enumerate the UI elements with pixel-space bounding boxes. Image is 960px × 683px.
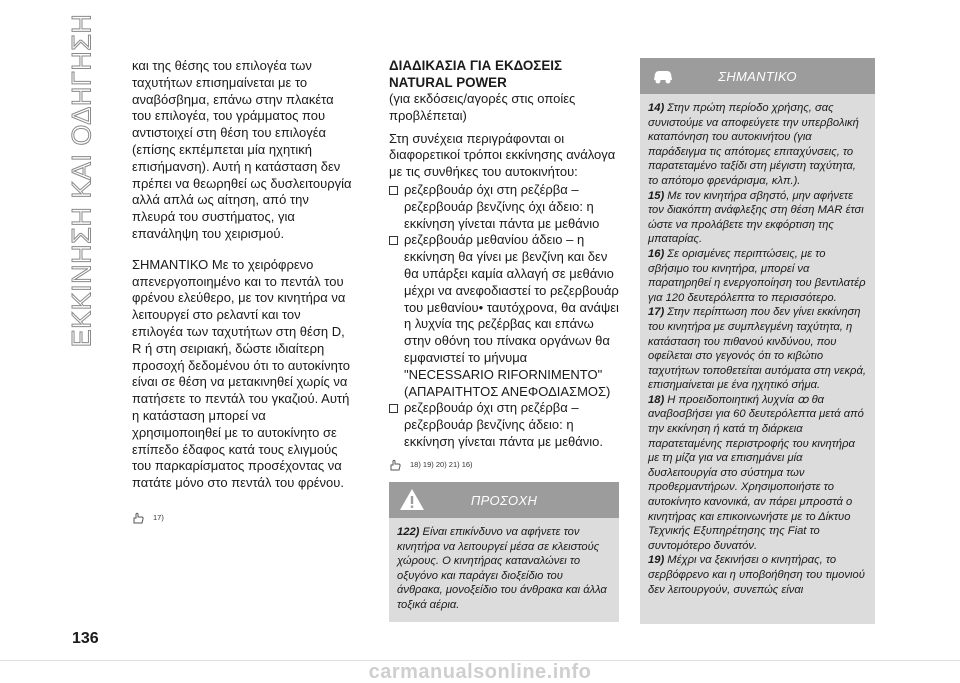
important-box-title: ΣΗΜΑΝΤΙΚΟ <box>718 68 797 84</box>
important-note: 17) Στην περίπτωση που δεν γίνει εκκίνηση του κινητήρα με συμπλεγμένη ταχύτητα, η κατάσταση του πιθανού κινδύνου, που οφείλεται στο γεγονός ότι το κιβώτιο ταχυτήτων τοποθετείται αυτόματα στη νεκρά, επισημαίνεται με ένα ηχητικό σήμα. <box>648 306 866 392</box>
paragraph-selector-position: και της θέσης του επιλογέα των ταχυτήτων επισημαίνεται με το αναβόσβημα, επάνω στην πλακέτα του επιλογέα, του γράμματος που αντιστοιχεί στη θέση του επιλογέα (επίσης εκπέμπεται μία ηχητική επισήμανση). Αυτή η κατάσταση δεν πρέπει να θεωρηθεί ως δυσλειτουργία αλλά απλά ως αίτηση, από την πλευρά του συστήματος, για επανάληψη του χειρισμού. <box>132 58 352 241</box>
car-icon <box>650 63 676 89</box>
warning-note: 122) Είναι επικίνδυνο να αφήνετε τον κινητήρα να λειτουργεί μέσα σε κλειστούς χώρους. Ο κινητήρας καταναλώνει το οξυγόνο και παράγει διοξείδιο του άνθρακα, μονοξείδιο του άνθρακα και άλλα τοξικά αέρια. <box>397 526 607 611</box>
reference-numbers: 18) 19) 20) 21) 16) <box>410 460 473 470</box>
warning-box-body <box>389 518 619 619</box>
section-side-title-text: ΕΚΚΙΝΗΣΗ ΚΑΙ ΟΔΗΓΗΣΗ <box>66 13 97 347</box>
important-note: 19) Μέχρι να ξεκινήσει ο κινητήρας, το σερβόφρενο και η υποβοήθηση του τιμονιού δεν λειτουργούν, συνεπώς είναι <box>648 554 865 596</box>
column-left <box>132 58 354 524</box>
intro-paragraph: Στη συνέχεια περιγράφονται οι διαφορετικοί τρόποι εκκίνησης ανάλογα με τις συνθήκες του αυτοκινήτου: <box>389 130 616 180</box>
reference-note <box>132 512 354 524</box>
important-note: 15) Με τον κινητήρα σβηστό, μην αφήνετε τον διακόπτη ανάφλεξης στη θέση MAR έτσι ώστε να προλάβετε την εκφόρτιση της μπαταρίας. <box>648 189 864 246</box>
important-note: 14) Στην πρώτη περίοδο χρήσης, σας συνιστούμε να αποφεύγετε την υπερβολική καταπόνηση του αυτοκινήτου (για παράδειγμα τις απότομες επιταχύνσεις, το παρατεταμένο ταξίδι στη μέγιστη ταχύτητα, το απότομο φρενάρισμα, κλπ.). <box>648 102 859 187</box>
warning-box <box>389 482 619 622</box>
reference-numbers: 17) <box>153 513 164 523</box>
warning-box-header <box>389 482 619 518</box>
square-bullet-icon <box>389 404 398 413</box>
important-box-body <box>640 94 875 603</box>
section-side-title <box>52 13 112 347</box>
important-note: 16) Σε ορισμένες περιπτώσεις, με το σβήσιμο του κινητήρα, μπορεί να παρατηρηθεί η ενεργοποίηση του βεντιλατέρ για 120 δευτερόλεπτα το περισσότερο. <box>648 247 866 304</box>
square-bullet-icon <box>389 186 398 195</box>
paragraph-important-handbrake: ΣΗΜΑΝΤΙΚΟ Με το χειρόφρενο απενεργοποιημένο και το πεντάλ του φρένου ελεύθερο, με τον κινητήρα να λειτουργεί στο ρελαντί και τον επιλογέα των ταχυτήτων στη θέση D, R ή στη σειριακή, δώστε ιδιαίτερη προσοχή δεδομένου ότι το αυτοκίνητο είναι σε θέση να μετακινηθεί χωρίς να πατήσετε το πεντάλ του γκαζιού. Αυτή η κατάσταση μπορεί να χρησιμοποιηθεί με το αυτοκίνητο σε επίπεδο έδαφος κατά τους ελιγμούς του παρκαρίσματος προσέχοντας να πατάτε μόνο στο πεντάλ του φρένου. <box>132 256 350 491</box>
warning-box-title: ΠΡΟΣΟΧΗ <box>470 492 538 508</box>
hand-pointer-icon <box>132 512 145 524</box>
list-item: ρεζερβουάρ όχι στη ρεζέρβα – ρεζερβουάρ βενζίνης άδειο: η εκκίνηση γίνεται πάντα με μεθάνιο. <box>389 400 619 450</box>
square-bullet-icon <box>389 236 398 245</box>
section-heading-natural-power: ΔΙΑΔΙΚΑΣΙΑ ΓΙΑ ΕΚΔΟΣΕΙΣ NATURAL POWER <box>389 58 563 90</box>
list-item: ρεζερβουάρ όχι στη ρεζέρβα – ρεζερβουάρ βενζίνης όχι άδειο: η εκκίνηση γίνεται πάντα με μεθάνιο <box>389 182 619 232</box>
section-subheading: (για εκδόσεις/αγορές στις οποίες προβλέπεται) <box>389 91 576 123</box>
reference-note <box>389 459 619 471</box>
warning-triangle-icon <box>399 487 425 513</box>
important-box-header <box>640 58 875 94</box>
important-note: 18) Η προειδοποιητική λυχνία ꝏ θα αναβοσβήσει για 60 δευτερόλεπτα μετά από την εκκίνηση ή κατά τη διάρκεια παρατεταμένης περιστροφής του κινητήρα με τη μίζα για να επισημάνει μία δυσλειτουργία στο σύστημα των προθερμαντήρων. Χρησιμοποιήστε το αυτοκίνητο κανονικά, αν πάρει μπροστά ο κινητήρας και επικοινωνήστε με το Δίκτυο Τεχνικής Εξυπηρέτησης της Fiat το συντομότερο δυνατόν. <box>648 393 864 552</box>
page-number: 136 <box>72 630 99 647</box>
list-item: ρεζερβουάρ μεθανίου άδειο – η εκκίνηση θα γίνει με βενζίνη και δεν θα υπάρξει καμία αλλαγή σε μεθάνιο μέχρι να ανεφοδιαστεί το ρεζερβουάρ του μεθανίου• ταυτόχρονα, θα ανάψει η λυχνία της ρεζέρβας και επάνω στην οθόνη του πίνακα οργάνων θα εμφανιστεί το μήνυμα "NECESSARIO RIFORNIMENTO" (ΑΠΑΡΑΙΤΗΤΟΣ ΑΝΕΦΟΔΙΑΣΜΟΣ) <box>389 232 619 400</box>
column-middle <box>389 58 619 471</box>
watermark: carmanualsonline.info <box>368 661 592 683</box>
hand-pointer-icon <box>389 459 402 471</box>
important-box <box>640 58 875 624</box>
